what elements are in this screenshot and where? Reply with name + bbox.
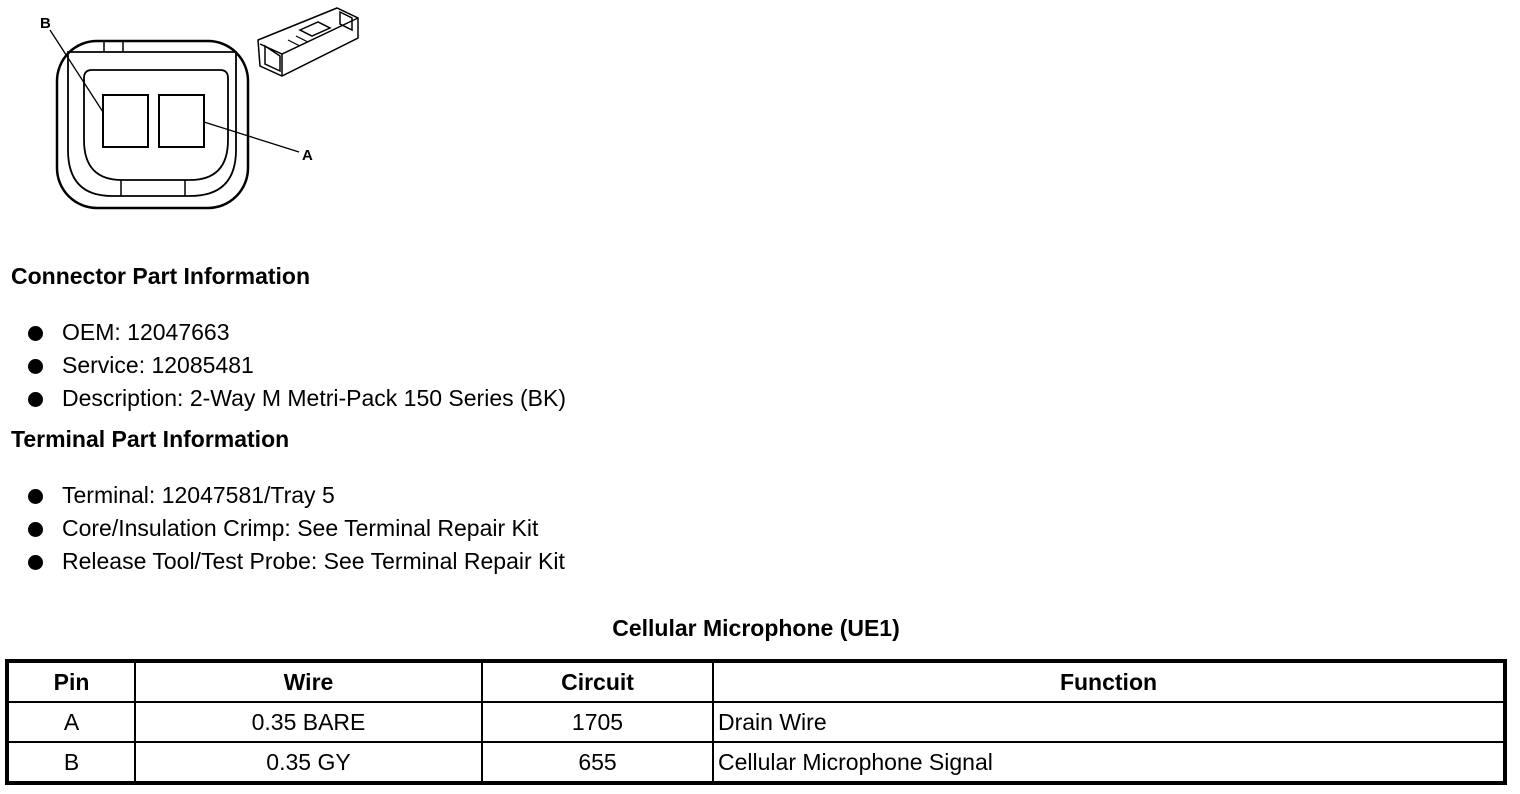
connector-body xyxy=(84,70,228,180)
connector-face-diagram xyxy=(0,0,380,220)
cell-circuit: 655 xyxy=(482,742,713,783)
leader-line-a xyxy=(204,122,299,152)
cell-function: Cellular Microphone Signal xyxy=(713,742,1505,783)
bullet-icon xyxy=(28,522,43,537)
cell-circuit: 1705 xyxy=(482,702,713,742)
bullet-icon xyxy=(28,392,43,407)
bullet-icon xyxy=(28,326,43,341)
column-header-pin: Pin xyxy=(7,661,135,702)
list-item: Release Tool/Test Probe: See Terminal Repair Kit xyxy=(28,545,565,578)
cavity-b xyxy=(103,95,148,147)
connector-shell-outer xyxy=(57,41,248,208)
list-item: Service: 12085481 xyxy=(28,349,566,382)
table-row xyxy=(7,742,1505,783)
callout-b: B xyxy=(40,15,51,32)
table-row xyxy=(7,702,1505,742)
cell-pin: A xyxy=(7,702,135,742)
column-header-function: Function xyxy=(713,661,1505,702)
callout-a: A xyxy=(302,147,313,164)
cell-pin: B xyxy=(7,742,135,783)
terminal-info-list xyxy=(28,479,565,578)
terminal-info-heading: Terminal Part Information xyxy=(11,426,290,452)
latch-tab xyxy=(104,42,123,52)
bullet-icon xyxy=(28,359,43,374)
list-item: Description: 2-Way M Metri-Pack 150 Series (BK) xyxy=(28,382,566,415)
bullet-icon xyxy=(28,555,43,570)
cavity-a xyxy=(159,95,204,147)
cell-wire: 0.35 BARE xyxy=(135,702,482,742)
list-item: Core/Insulation Crimp: See Terminal Repair Kit xyxy=(28,512,565,545)
connector-info-heading: Connector Part Information xyxy=(11,263,311,289)
column-header-wire: Wire xyxy=(135,661,482,702)
list-item: OEM: 12047663 xyxy=(28,316,566,349)
table-header-row xyxy=(7,661,1505,702)
polarization-key xyxy=(121,180,185,196)
list-item: Terminal: 12047581/Tray 5 xyxy=(28,479,565,512)
pin-table-title: Cellular Microphone (UE1) xyxy=(612,615,900,641)
cell-function: Drain Wire xyxy=(713,702,1505,742)
cell-wire: 0.35 GY xyxy=(135,742,482,783)
pin-table xyxy=(5,659,1507,785)
connector-thumbnail-icon xyxy=(258,8,358,76)
bullet-icon xyxy=(28,489,43,504)
connector-info-list xyxy=(28,316,566,415)
column-header-circuit: Circuit xyxy=(482,661,713,702)
